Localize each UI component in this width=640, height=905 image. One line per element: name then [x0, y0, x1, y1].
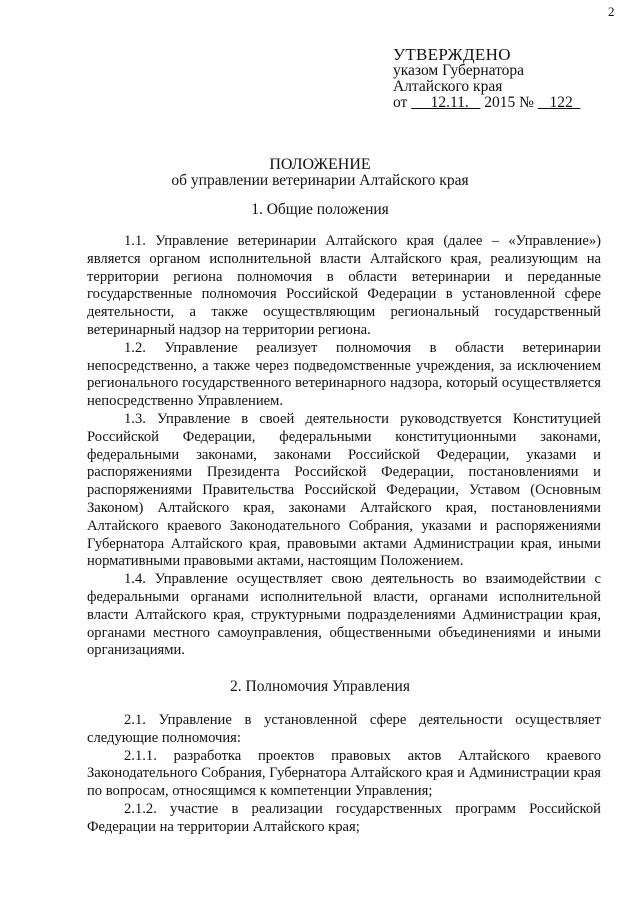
paragraph-2-1-1: 2.1.1. разработка проектов правовых актов Алтайского краевого Законодательного Собрания, Губернатора Алтайского края и Администрации края по вопросам, относящимся к компетенции Управления;	[87, 747, 601, 800]
approval-title: УТВЕРЖДЕНО	[393, 45, 511, 64]
section-2-body	[87, 712, 601, 837]
section-1-heading: 1. Общие положения	[251, 201, 389, 218]
paragraph-1-4: 1.4. Управление осуществляет свою деятельность во взаимодействии с федеральными органами исполнительной власти, органами исполнительной власти Алтайского края, структурными подразделениями Администрации края, органами местного самоуправления, общественными объединениями и иными организациями.	[87, 571, 601, 659]
paragraph-1-3: 1.3. Управление в своей деятельности руководствуется Конституцией Российской Федерации, федеральными конституционными законами, федеральными законами, законами Российской Федерации, указами и распоряжениями Президента Российской Федерации, постановлениями и распоряжениями Правительства Российской Федерации, Уставом (Основным Законом) Алтайского края, законами Алтайского края, постановлениями Алтайского краевого Законодательного Собрания, указами и распоряжениями Губернатора Алтайского края, правовыми актами Администрации края, иными нормативными правовыми актами, настоящим Положением.	[87, 410, 601, 570]
approval-line-1: указом Губернатора	[393, 62, 525, 79]
paragraph-1-1: 1.1. Управление ветеринарии Алтайского края (далее – «Управление») является органом исполнительной власти Алтайского края, реализующим на территории региона полномочия в области ветеринарии и переданные государственные полномочия Российской Федерации в установленной сфере деятельности, а также осуществляющим региональный государственный ветеринарный надзор на территории региона.	[87, 233, 601, 338]
page-number: 2	[608, 4, 615, 19]
document-title	[0, 157, 640, 189]
section-2-heading: 2. Полномочия Управления	[230, 678, 410, 695]
document-title-line-2: об управлении ветеринарии Алтайского края	[171, 172, 469, 189]
section-1-body	[87, 233, 601, 660]
approval-date-value: 12.11.	[430, 94, 469, 111]
approval-number-sign: №	[519, 94, 534, 111]
paragraph-2-1: 2.1. Управление в установленной сфере деятельности осуществляет следующие полномочия:	[87, 712, 601, 746]
paragraph-2-1-2: 2.1.2. участие в реализации государственных программ Российской Федерации на территории Алтайского края;	[87, 800, 601, 835]
approval-number-value: 122	[549, 94, 573, 111]
approval-year: 2015	[484, 94, 516, 111]
approval-line-2: Алтайского края	[393, 78, 503, 95]
paragraph-1-2: 1.2. Управление реализует полномочия в области ветеринарии непосредственно, а также через подведомственные учреждения, за исключением регионального государственного ветеринарного надзора, который осуществляется непосредственно Управлением.	[87, 339, 601, 410]
approval-date-line	[393, 95, 628, 111]
approval-date-prefix: от	[393, 94, 408, 111]
approval-stamp	[393, 47, 628, 111]
document-title-line-1: ПОЛОЖЕНИЕ	[269, 156, 371, 173]
